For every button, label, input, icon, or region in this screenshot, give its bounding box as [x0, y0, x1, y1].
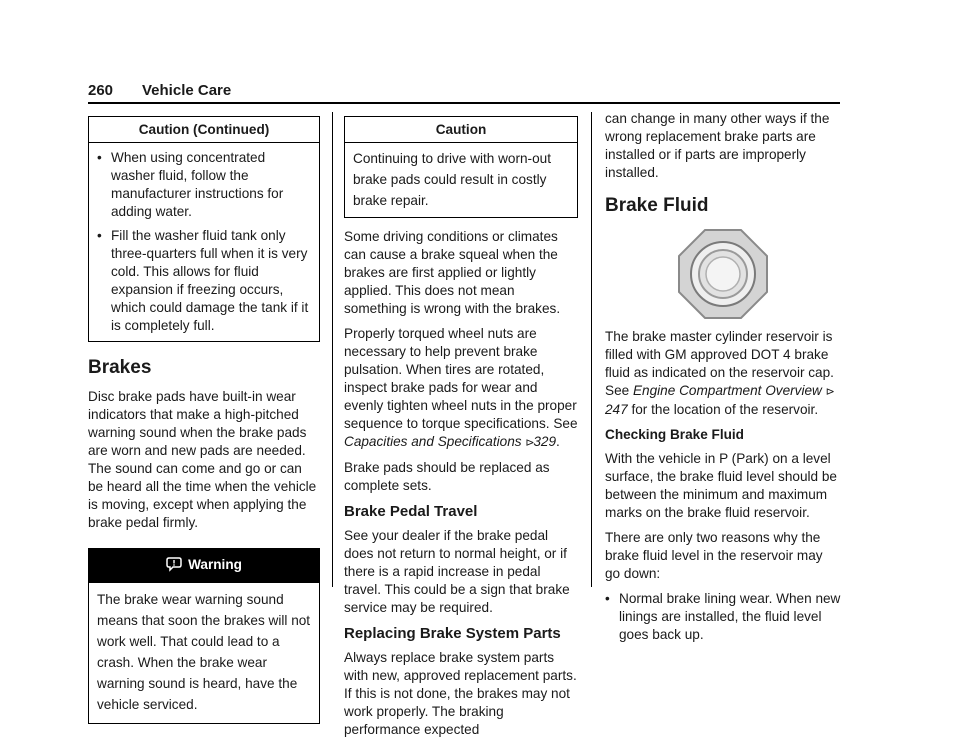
- page-header: [88, 80, 840, 106]
- caution-box: [344, 116, 578, 218]
- replacing-parts-heading: Replacing Brake System Parts: [344, 625, 561, 642]
- wheel-nuts-paragraph: Properly torqued wheel nuts are necessary to help prevent brake pulsation. When tires are rotated, inspect brake pads for wear and evenly tighten wheel nuts in the proper sequence to torque specifications. See Capacities and Specifications ⊳329.: [344, 325, 578, 452]
- xref-arrow-icon: ⊳: [825, 386, 835, 398]
- caution-title: Caution: [345, 117, 577, 143]
- list-item: • Normal brake lining wear. When new linings are installed, the fluid level goes back up.: [605, 591, 841, 642]
- caution-text: Continuing to drive with worn-out brake pads could result in costly brake repair.: [353, 151, 551, 208]
- reasons-list: [605, 590, 841, 644]
- header-rule: [88, 102, 840, 104]
- capacities-page-ref[interactable]: 329: [533, 434, 557, 449]
- list-item: • Fill the washer fluid tank only three-quarters full when it is very cold. This allows for fluid expansion if freezing occurs, which could damage the tank if it is completely full.: [97, 228, 309, 333]
- replace-pads-paragraph: Brake pads should be replaced as complete sets.: [344, 460, 550, 493]
- engine-compartment-page-ref[interactable]: 247: [605, 402, 628, 417]
- capacities-link[interactable]: Capacities and Specifications: [344, 434, 522, 449]
- bullet-icon: •: [97, 228, 102, 243]
- reasons-paragraph: There are only two reasons why the brake fluid level in the reservoir may go down:: [605, 530, 823, 581]
- warning-header: [89, 549, 319, 583]
- brake-pedal-travel-paragraph: See your dealer if the brake pedal does not return to normal height, or if there is a rapid increase in pedal travel. This could be a sign that brake service may be required.: [344, 528, 570, 615]
- engine-compartment-link[interactable]: Engine Compartment Overview: [632, 383, 822, 398]
- column-divider-1: [332, 112, 333, 587]
- brakes-heading: Brakes: [88, 357, 152, 378]
- column-1: [88, 116, 320, 738]
- replacing-parts-paragraph: Always replace brake system parts with new, approved replacement parts. If this is not done, the brakes may not work properly. The braking performance expected: [344, 650, 577, 737]
- caution-continued-title: Caution (Continued): [89, 117, 319, 143]
- squeal-paragraph: Some driving conditions or climates can cause a brake squeal when the brakes are first applied or lightly applied. This does not mean something is wrong with the brakes.: [344, 229, 561, 316]
- warning-text: The brake wear warning sound means that soon the brakes will not work well. That could lead to a crash. When the brake wear warning sound is heard, have the vehicle serviced.: [97, 592, 311, 712]
- xref-arrow-icon: ⊳: [525, 437, 535, 449]
- warning-title: Warning: [188, 557, 242, 572]
- brake-fluid-heading: Brake Fluid: [605, 195, 709, 216]
- warning-box: [88, 548, 320, 724]
- warning-speech-bubble-icon: [166, 556, 182, 577]
- brakes-paragraph: Disc brake pads have built-in wear indicators that make a high-pitched warning sound when the brake pads are worn and new pads are needed. The sound can come and go or can be heard all the time when the vehicle is moving, except when applying the brake pedal firmly.: [88, 389, 317, 530]
- column-3: [605, 110, 841, 650]
- caution-bullet-list: [97, 149, 311, 335]
- section-title: Vehicle Care: [142, 82, 232, 99]
- page-number: 260: [88, 82, 114, 99]
- brake-fluid-cap-image: [605, 226, 841, 322]
- brake-pedal-travel-heading: Brake Pedal Travel: [344, 503, 478, 520]
- caution-continued-box: [88, 116, 320, 342]
- checking-brake-fluid-heading: Checking Brake Fluid: [605, 427, 744, 442]
- column-divider-2: [591, 112, 592, 587]
- brake-fluid-cap-icon: [675, 226, 771, 322]
- bullet-icon: •: [605, 591, 610, 606]
- checking-brake-fluid-paragraph: With the vehicle in P (Park) on a level surface, the brake fluid level should be between the minimum and maximum marks on the brake fluid reservoir.: [605, 451, 837, 520]
- list-item: • When using concentrated washer fluid, follow the manufacturer instructions for adding water.: [97, 150, 284, 219]
- continued-paragraph: can change in many other ways if the wrong replacement brake parts are installed or if parts are improperly installed.: [605, 111, 830, 180]
- brake-fluid-paragraph: The brake master cylinder reservoir is filled with GM approved DOT 4 brake fluid as indicated on the reservoir cap. See Engine Compartment Overview ⊳247 for the location of the reservoir.: [605, 329, 835, 417]
- column-2: [344, 116, 578, 746]
- bullet-icon: •: [97, 150, 102, 165]
